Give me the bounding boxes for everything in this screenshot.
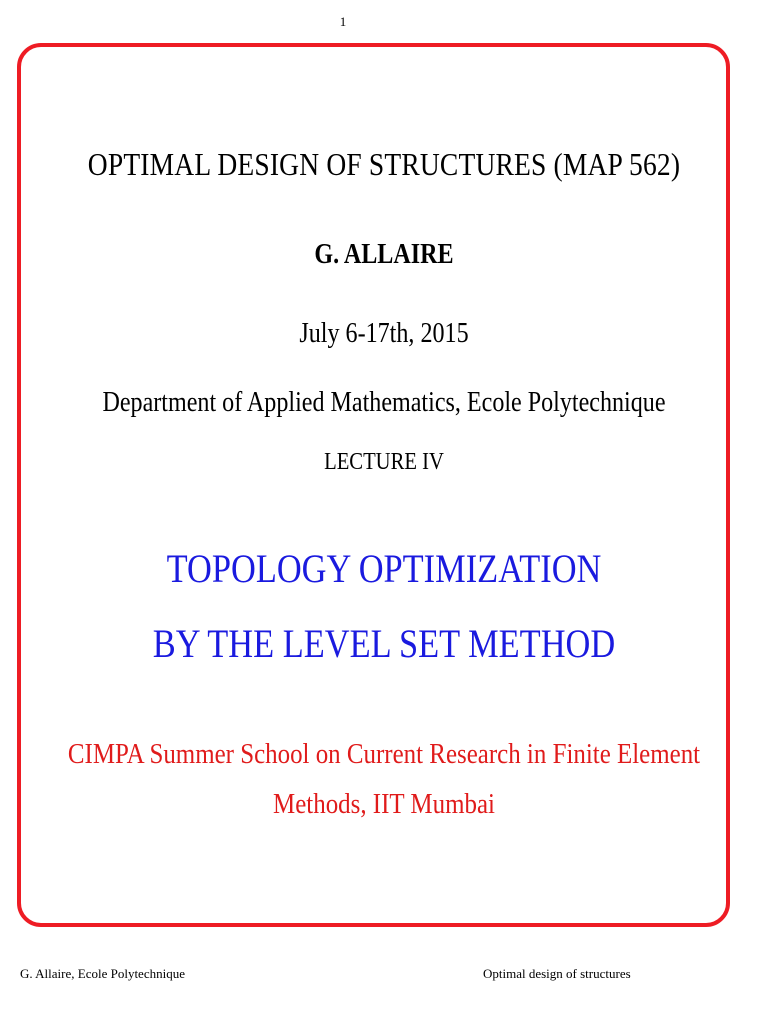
event-line-2: Methods, IIT Mumbai [273,788,495,820]
event-line-1: CIMPA Summer School on Current Research in Finite Element [67,738,701,770]
topic-title-line-1: TOPOLOGY OPTIMIZATION [166,546,602,591]
course-title: OPTIMAL DESIGN OF STRUCTURES (MAP 562) [87,146,681,182]
author-name: G. ALLAIRE [314,239,454,270]
lecture-number: LECTURE IV [324,449,444,475]
footer-author: G. Allaire, Ecole Polytechnique [20,966,185,981]
footer-course: Optimal design of structures [483,966,631,981]
page-number: 1 [339,14,347,29]
lecture-date: July 6-17th, 2015 [299,318,469,349]
topic-title-line-2: BY THE LEVEL SET METHOD [152,621,616,666]
department-name: Department of Applied Mathematics, Ecole Polytechnique [102,387,666,418]
